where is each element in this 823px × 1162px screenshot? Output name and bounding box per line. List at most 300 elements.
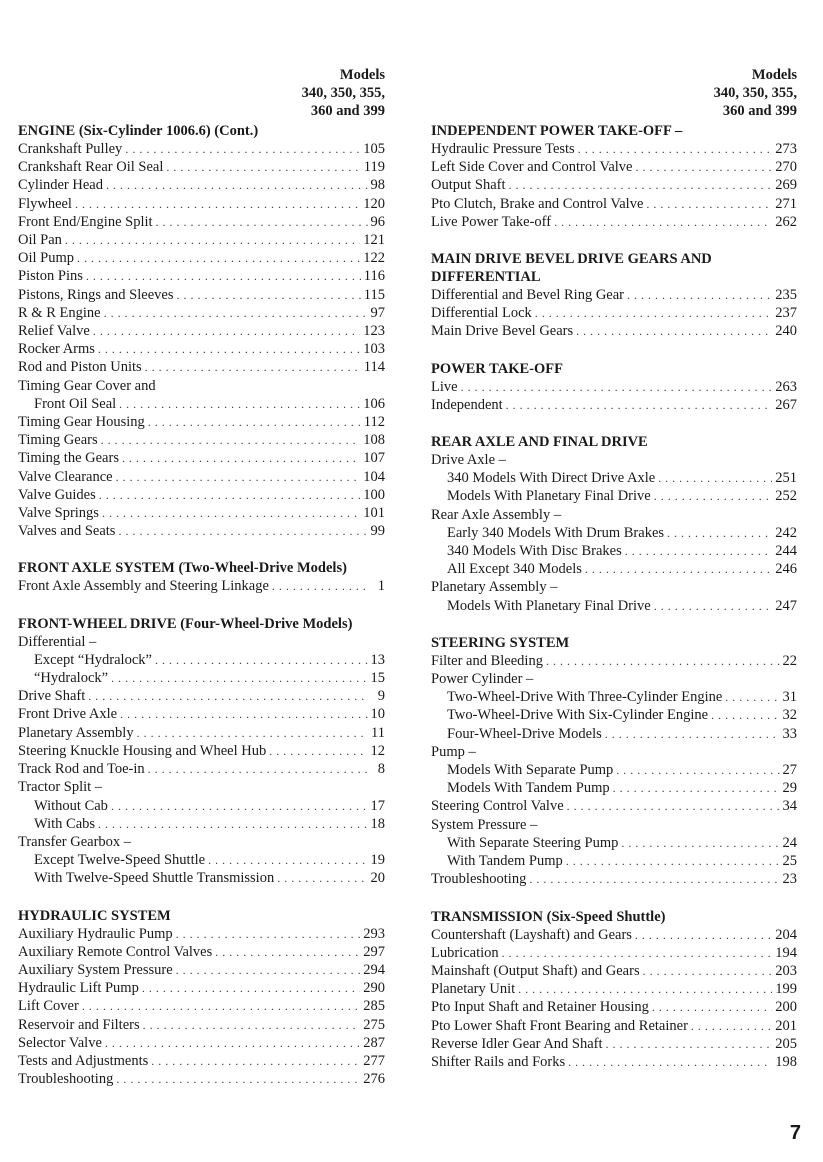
entry-label: Models With Separate Pump (447, 762, 614, 779)
dot-leader (137, 724, 368, 742)
index-entry[interactable] (431, 560, 797, 578)
entry-page-number: 123 (363, 323, 385, 340)
index-entry[interactable] (431, 688, 797, 706)
entry-label: Front Axle Assembly and Steering Linkage (18, 578, 269, 595)
entry-label: Transfer Gearbox – (18, 833, 132, 850)
index-entry[interactable] (18, 358, 385, 376)
index-section (431, 634, 797, 889)
index-entry[interactable] (431, 597, 797, 615)
index-section (18, 122, 385, 540)
dot-leader (646, 195, 772, 213)
entry-page-number: 105 (363, 141, 385, 157)
section-title: ENGINE (Six-Cylinder 1006.6) (Cont.) (18, 123, 259, 139)
index-entry[interactable] (431, 962, 797, 980)
dot-leader (535, 304, 772, 322)
index-entry[interactable] (18, 760, 385, 778)
index-entry[interactable] (18, 468, 385, 486)
dot-leader (156, 213, 368, 231)
index-entry[interactable] (431, 487, 797, 505)
index-entry[interactable] (431, 195, 797, 213)
index-entry[interactable] (18, 1052, 385, 1070)
entry-label: With Twelve-Speed Shuttle Transmission (34, 870, 275, 887)
entry-page-number: 23 (782, 871, 797, 888)
entry-label: Oil Pump (18, 250, 74, 267)
entry-label: Live Power Take-off (431, 213, 552, 230)
index-entry[interactable] (18, 633, 385, 651)
index-entry[interactable] (18, 504, 385, 522)
models-list: 340, 350, 355, (713, 85, 797, 101)
index-entry[interactable] (431, 870, 797, 888)
index-section (431, 433, 797, 615)
entry-label: Timing Gear Cover and (18, 377, 156, 394)
dot-leader (122, 449, 360, 467)
entry-label: Lubrication (431, 944, 499, 961)
entry-page-number: 15 (370, 670, 385, 687)
index-entry[interactable] (18, 522, 385, 540)
index-entry[interactable] (431, 1017, 797, 1035)
entry-page-number: 25 (782, 853, 797, 870)
index-section (431, 360, 797, 414)
dot-leader (578, 140, 773, 158)
index-entry[interactable] (431, 304, 797, 322)
entry-label: Power Cylinder – (431, 671, 534, 688)
entry-label: Auxiliary Remote Control Valves (18, 943, 213, 960)
dot-leader (120, 705, 367, 723)
index-entry[interactable] (18, 797, 385, 815)
index-entry[interactable] (18, 961, 385, 979)
index-entry[interactable] (18, 395, 385, 413)
entry-label: Auxiliary System Pressure (18, 961, 173, 978)
entry-label: Timing Gear Housing (18, 414, 145, 431)
dot-leader (75, 195, 360, 213)
entry-page-number: 104 (363, 468, 385, 485)
entry-label: System Pressure – (431, 816, 538, 833)
dot-leader (654, 597, 773, 615)
entry-page-number: 108 (363, 432, 385, 449)
section-title: HYDRAULIC SYSTEM (18, 907, 171, 924)
index-entry[interactable] (18, 231, 385, 249)
entry-page-number: 267 (775, 396, 797, 413)
entry-page-number: 194 (775, 944, 797, 961)
entry-label: Front End/Engine Split (18, 213, 153, 230)
entry-label: Planetary Assembly (18, 724, 134, 741)
index-entry[interactable] (18, 778, 385, 796)
dot-leader (118, 522, 367, 540)
entry-page-number: 100 (363, 486, 385, 503)
entry-label: Troubleshooting (18, 1071, 114, 1088)
entry-page-number: 273 (775, 141, 797, 157)
entry-label: Early 340 Models With Drum Brakes (447, 524, 665, 541)
dot-leader (166, 158, 360, 176)
dot-leader (667, 524, 772, 542)
entry-page-number: 293 (363, 925, 385, 942)
entry-label: Hydraulic Pressure Tests (431, 141, 575, 157)
dot-leader (605, 725, 780, 743)
dot-leader (176, 925, 361, 943)
entry-label: Two-Wheel-Drive With Six-Cylinder Engine (447, 707, 709, 724)
entry-page-number: 115 (363, 286, 385, 303)
index-entry[interactable] (18, 577, 385, 595)
entry-page-number: 17 (370, 797, 385, 814)
entry-label: Live (431, 378, 458, 395)
entry-label: Pto Input Shaft and Retainer Housing (431, 999, 649, 1016)
entry-label: Without Cab (34, 797, 108, 814)
index-entry[interactable] (431, 378, 797, 396)
dot-leader (272, 577, 368, 595)
index-entry[interactable] (18, 1016, 385, 1034)
entry-page-number: 204 (775, 926, 797, 943)
entry-page-number: 18 (370, 815, 385, 832)
dot-leader (654, 487, 773, 505)
index-entry[interactable] (431, 1035, 797, 1053)
entry-label: Selector Valve (18, 1034, 102, 1051)
entry-label: Valves and Seats (18, 523, 116, 540)
entry-page-number: 107 (363, 450, 385, 467)
index-entry[interactable] (431, 542, 797, 560)
dot-leader (585, 560, 772, 578)
index-entry[interactable] (18, 925, 385, 943)
dot-leader (208, 851, 367, 869)
entry-page-number: 277 (363, 1052, 385, 1069)
entry-page-number: 240 (775, 323, 797, 340)
right-column (431, 66, 797, 1090)
page-number: 7 (789, 1122, 801, 1144)
entry-page-number: 246 (775, 561, 797, 578)
index-entry[interactable] (431, 322, 797, 340)
index-entry[interactable] (18, 1034, 385, 1052)
dot-leader (111, 669, 367, 687)
index-entry[interactable] (18, 322, 385, 340)
dot-leader (625, 542, 773, 560)
entry-label: With Separate Steering Pump (447, 834, 619, 851)
index-entry[interactable] (18, 997, 385, 1015)
entry-page-number: 237 (775, 305, 797, 322)
right-sections (431, 122, 797, 1071)
index-entry[interactable] (431, 506, 797, 524)
dot-leader (101, 431, 361, 449)
dot-leader (125, 140, 360, 158)
entry-label: Countershaft (Layshaft) and Gears (431, 926, 632, 943)
index-entry[interactable] (18, 833, 385, 851)
index-entry[interactable] (18, 377, 385, 395)
dot-leader (643, 962, 773, 980)
dot-leader (277, 869, 367, 887)
index-entry[interactable] (18, 413, 385, 431)
entry-page-number: 116 (363, 268, 385, 285)
dot-leader (106, 176, 368, 194)
index-entry[interactable] (18, 724, 385, 742)
entry-page-number: 13 (370, 651, 385, 668)
index-entry[interactable] (18, 249, 385, 267)
entry-label: Hydraulic Lift Pump (18, 980, 139, 997)
entry-page-number: 34 (782, 798, 797, 815)
entry-label: Pto Clutch, Brake and Control Valve (431, 195, 644, 212)
entry-page-number: 200 (775, 999, 797, 1016)
dot-leader (116, 468, 361, 486)
dot-leader (155, 651, 368, 669)
index-entry[interactable] (18, 979, 385, 997)
index-entry[interactable] (431, 524, 797, 542)
entry-label: Tractor Split – (18, 779, 103, 796)
index-entry[interactable] (431, 797, 797, 815)
index-entry[interactable] (18, 340, 385, 358)
index-entry[interactable] (431, 926, 797, 944)
entry-page-number: 98 (370, 177, 385, 194)
index-section (431, 908, 797, 1072)
index-entry[interactable] (18, 304, 385, 322)
index-entry[interactable] (431, 396, 797, 414)
entry-label: Differential Lock (431, 305, 532, 322)
index-section (431, 250, 797, 341)
dot-leader (102, 504, 360, 522)
entry-label: Pump – (431, 743, 476, 760)
index-entry[interactable] (18, 1070, 385, 1088)
entry-label: Relief Valve (18, 323, 90, 340)
entry-label: Pto Lower Shaft Front Bearing and Retainer (431, 1017, 688, 1034)
entry-label: Cylinder Head (18, 177, 103, 194)
entry-label: With Cabs (34, 815, 96, 832)
index-entry[interactable] (18, 705, 385, 723)
entry-label: Differential and Bevel Ring Gear (431, 287, 624, 304)
entry-page-number: 12 (370, 742, 385, 759)
index-entry[interactable] (431, 761, 797, 779)
entry-label: “Hydralock” (34, 670, 109, 687)
entry-page-number: 29 (782, 780, 797, 797)
dot-leader (176, 286, 360, 304)
entry-label: Except “Hydralock” (34, 651, 152, 668)
entry-page-number: 19 (370, 852, 385, 869)
entry-page-number: 10 (370, 706, 385, 723)
entry-label: Rear Axle Assembly – (431, 506, 562, 523)
entry-label: Drive Axle – (431, 452, 506, 469)
entry-page-number: 1 (377, 578, 385, 595)
index-entry[interactable] (431, 743, 797, 761)
entry-page-number: 8 (377, 761, 385, 778)
section-title: TRANSMISSION (Six-Speed Shuttle) (431, 908, 666, 925)
index-entry[interactable] (431, 213, 797, 231)
dot-leader (635, 926, 772, 944)
dot-leader (151, 1052, 360, 1070)
index-section (431, 122, 797, 231)
index-entry[interactable] (18, 158, 385, 176)
entry-label: Auxiliary Hydraulic Pump (18, 925, 173, 942)
entry-page-number: 244 (775, 543, 797, 560)
entry-page-number: 119 (363, 159, 385, 176)
dot-leader (111, 797, 368, 815)
entry-label: Flywheel (18, 195, 72, 212)
dot-leader (691, 1017, 772, 1035)
index-entry[interactable] (431, 652, 797, 670)
models-label: Models (339, 67, 385, 83)
index-entry[interactable] (18, 213, 385, 231)
entry-page-number: 106 (363, 395, 385, 412)
dot-leader (461, 378, 773, 396)
dot-leader (98, 340, 360, 358)
dot-leader (65, 231, 360, 249)
dot-leader (116, 1070, 360, 1088)
section-title: STEERING SYSTEM (431, 634, 570, 651)
entry-label: Planetary Unit (431, 981, 516, 998)
entry-label: Valve Guides (18, 486, 96, 503)
index-entry[interactable] (431, 816, 797, 834)
dot-leader (119, 395, 360, 413)
dot-leader (98, 815, 367, 833)
index-entry[interactable] (18, 815, 385, 833)
index-entry[interactable] (18, 486, 385, 504)
index-section (18, 907, 385, 1089)
entry-label: Output Shaft (431, 177, 506, 194)
dot-leader (621, 834, 779, 852)
entry-label: Reservoir and Filters (18, 1016, 140, 1033)
dot-leader (652, 998, 772, 1016)
entry-label: Planetary Assembly – (431, 579, 558, 596)
index-entry[interactable] (18, 742, 385, 760)
entry-label: Track Rod and Toe-in (18, 761, 145, 778)
dot-leader (658, 469, 772, 487)
section-title: MAIN DRIVE BEVEL DRIVE GEARS AND DIFFERENTIAL (431, 251, 712, 286)
entry-label: Steering Knuckle Housing and Wheel Hub (18, 742, 267, 759)
section-title: FRONT-WHEEL DRIVE (Four-Wheel-Drive Models) (18, 615, 353, 632)
entry-label: Rocker Arms (18, 341, 95, 358)
entry-page-number: 27 (782, 762, 797, 779)
entry-page-number: 31 (782, 689, 797, 706)
index-entry[interactable] (18, 286, 385, 304)
entry-page-number: 103 (363, 341, 385, 358)
dot-leader (711, 706, 779, 724)
dot-leader (502, 944, 773, 962)
entry-label: Timing the Gears (18, 450, 119, 467)
entry-page-number: 114 (363, 359, 385, 376)
index-entry[interactable] (18, 195, 385, 213)
entry-page-number: 11 (371, 724, 385, 741)
entry-page-number: 20 (370, 870, 385, 887)
index-entry[interactable] (18, 943, 385, 961)
index-entry[interactable] (18, 669, 385, 687)
dot-leader (143, 1016, 361, 1034)
entry-label: Lift Cover (18, 998, 79, 1015)
section-title: REAR AXLE AND FINAL DRIVE (431, 434, 648, 451)
entry-page-number: 22 (782, 652, 797, 669)
index-entry[interactable] (18, 651, 385, 669)
entry-label: Main Drive Bevel Gears (431, 323, 574, 340)
models-list-end: 360 and 399 (722, 103, 797, 119)
index-entry[interactable] (18, 851, 385, 869)
entry-label: Crankshaft Rear Oil Seal (18, 159, 164, 176)
index-entry[interactable] (431, 944, 797, 962)
entry-page-number: 285 (363, 998, 385, 1015)
index-entry[interactable] (431, 158, 797, 176)
entry-page-number: 32 (782, 707, 797, 724)
entry-page-number: 120 (363, 195, 385, 212)
index-entry[interactable] (18, 869, 385, 887)
entry-label: Valve Springs (18, 505, 99, 522)
entry-page-number: 203 (775, 962, 797, 979)
index-entry[interactable] (431, 834, 797, 852)
entry-page-number: 199 (775, 981, 797, 998)
entry-label: All Except 340 Models (447, 561, 582, 578)
index-entry[interactable] (431, 725, 797, 743)
index-entry[interactable] (18, 267, 385, 285)
index-entry[interactable] (431, 176, 797, 194)
index-entry[interactable] (431, 286, 797, 304)
section-title: FRONT AXLE SYSTEM (Two-Wheel-Drive Models) (18, 560, 347, 577)
dot-leader (148, 760, 368, 778)
index-entry[interactable] (431, 706, 797, 724)
entry-page-number: 205 (775, 1035, 797, 1052)
entry-label: Models With Tandem Pump (447, 780, 610, 797)
entry-page-number: 276 (363, 1071, 385, 1088)
entry-page-number: 24 (782, 834, 797, 851)
entry-label: Front Oil Seal (34, 395, 117, 412)
entry-page-number: 262 (775, 213, 797, 230)
index-entry[interactable] (18, 140, 385, 158)
entry-label: Oil Pan (18, 232, 62, 249)
index-entry[interactable] (431, 998, 797, 1016)
index-entry[interactable] (431, 578, 797, 596)
index-entry[interactable] (18, 687, 385, 705)
index-entry[interactable] (431, 670, 797, 688)
entry-label: Rod and Piston Units (18, 359, 142, 376)
index-entry[interactable] (431, 779, 797, 797)
entry-label: Mainshaft (Output Shaft) and Gears (431, 962, 640, 979)
entry-page-number: 294 (363, 961, 385, 978)
index-entry[interactable] (431, 980, 797, 998)
dot-leader (509, 176, 773, 194)
index-entry[interactable] (18, 431, 385, 449)
index-entry[interactable] (431, 1053, 797, 1071)
entry-label: Steering Control Valve (431, 798, 564, 815)
entry-page-number: 235 (775, 287, 797, 304)
entry-label: 340 Models With Direct Drive Axle (447, 470, 656, 487)
entry-page-number: 263 (775, 378, 797, 395)
entry-page-number: 287 (363, 1034, 385, 1051)
models-list: 340, 350, 355, (301, 85, 385, 101)
index-entry[interactable] (431, 469, 797, 487)
entry-label: Shifter Rails and Forks (431, 1053, 566, 1070)
dot-leader (269, 742, 367, 760)
index-entry[interactable] (18, 176, 385, 194)
models-header-right (431, 66, 797, 120)
entry-page-number: 96 (370, 213, 385, 230)
entry-page-number: 242 (775, 524, 797, 541)
entry-label: Filter and Bleeding (431, 652, 543, 669)
entry-page-number: 297 (363, 943, 385, 960)
dot-leader (506, 396, 773, 414)
entry-label: Four-Wheel-Drive Models (447, 725, 602, 742)
models-label: Models (751, 67, 797, 83)
dot-leader (576, 322, 772, 340)
dot-leader (568, 1053, 772, 1071)
index-entry[interactable] (431, 140, 797, 158)
dot-leader (546, 652, 780, 670)
entry-page-number: 201 (775, 1017, 797, 1034)
entry-page-number: 97 (370, 304, 385, 321)
index-section (18, 559, 385, 595)
entry-page-number: 269 (775, 177, 797, 194)
index-entry[interactable] (18, 449, 385, 467)
models-header-left (18, 66, 385, 120)
entry-label: Two-Wheel-Drive With Three-Cylinder Engine (447, 689, 723, 706)
dot-leader (616, 761, 779, 779)
entry-page-number: 271 (775, 195, 797, 212)
dot-leader (145, 358, 361, 376)
index-entry[interactable] (431, 852, 797, 870)
index-entry[interactable] (431, 451, 797, 469)
dot-leader (88, 687, 368, 705)
entry-page-number: 101 (363, 505, 385, 522)
section-title: POWER TAKE-OFF (431, 360, 563, 377)
entry-label: Timing Gears (18, 432, 98, 449)
